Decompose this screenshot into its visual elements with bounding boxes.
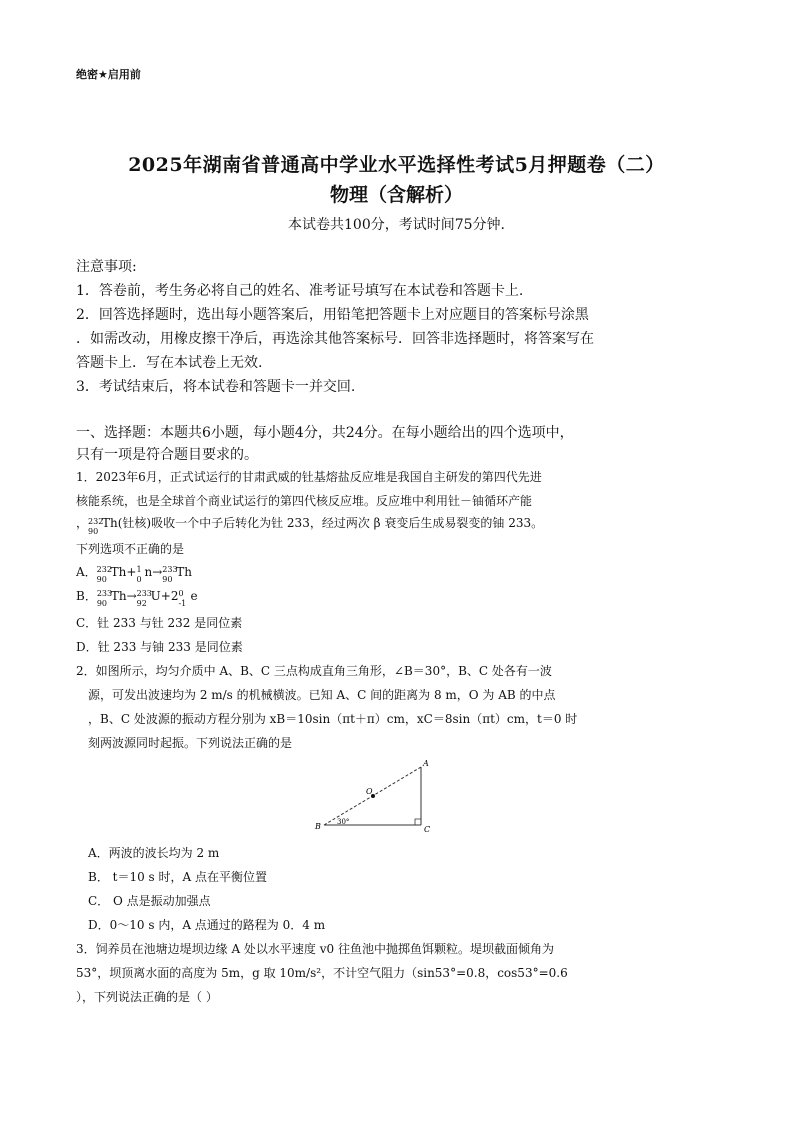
q2-option-b: B． t＝10 s 时，A 点在平衡位置 — [88, 870, 267, 884]
q3-stem-line: 53°，坝顶离水面的高度为 5m，g 取 10m/s²，不计空气阻力（sin53°=0.8，cos53°=0.6 — [76, 966, 568, 980]
section-heading-cont: 只有一项是符合题目要求的。 — [76, 447, 258, 463]
label-a: A — [423, 759, 429, 768]
notes-item: ．如需改动，用橡皮擦干净后，再选涂其他答案标号．回答非选择题时，将答案写在 — [76, 331, 594, 347]
q3-stem-line: 3．饲养员在池塘边堤坝边缘 A 处以水平速度 v0 往鱼池中抛掷鱼饵颗粒。堤坝截面倾角为 — [76, 942, 554, 956]
q2-option-c: C． O 点是振动加强点 — [88, 894, 211, 908]
label-o: O — [366, 787, 373, 796]
q2-stem-line: ，B、C 处波源的振动方程分别为 xB＝10sin（πt＋π）cm，xC＝8sin（πt）cm，t＝0 时 — [88, 712, 578, 726]
q3-stem-line: ），下列说法正确的是（ ） — [76, 990, 218, 1004]
label-b: B — [315, 822, 321, 831]
q1-option-d: D．钍 233 与铀 233 是同位素 — [76, 640, 243, 654]
q1-stem-line: 核能系统，也是全球首个商业试运行的第四代核反应堆。反应堆中利用钍－铀循环产能 — [76, 494, 533, 508]
q2-stem-line: 源，可发出波速均为 2 m/s 的机械横波。已知 A、C 间的距离为 8 m，O 为 AB 的中点 — [88, 688, 556, 702]
notes-heading: 注意事项: — [76, 259, 137, 275]
q1-stem-line: ， 232 90 Th(钍核)吸收一个中子后转化为钍 233，经过两次 β 衰变后生成易裂变的铀 233。 — [76, 516, 544, 536]
q2-option-d: D．0～10 s 内，A 点通过的路程为 0．4 m — [88, 918, 326, 932]
section-heading: 一、选择题：本题共6小题，每小题4分，共24分。在每小题给出的四个选项中， — [76, 425, 574, 441]
q2-stem-line: 刻两波源同时起振。下列说法正确的是 — [88, 736, 293, 750]
confidential-label: 绝密★启用前 — [76, 68, 141, 81]
q2-stem-line: 2．如图所示，均匀介质中 A、B、C 三点构成直角三角形，∠B＝30°，B、C 处各有一波 — [76, 664, 552, 678]
notes-item: 答题卡上．写在本试卷上无效. — [76, 355, 263, 371]
q1-stem-line: 下列选项不正确的是 — [76, 542, 185, 556]
triangle-diagram — [310, 755, 440, 835]
exam-info: 本试卷共100分，考试时间75分钟. — [288, 217, 505, 233]
q1-stem-line: 1．2023年6月，正式试运行的甘肃武威的钍基熔盐反应堆是我国自主研发的第四代先进 — [76, 470, 542, 484]
nuclide-th232: 232 90 — [88, 516, 104, 536]
angle-label: 30° — [337, 818, 350, 826]
notes-item: 1．答卷前，考生务必将自己的姓名、准考证号填写在本试卷和答题卡上. — [76, 283, 524, 299]
q1-option-c: C．钍 233 与钍 232 是同位素 — [76, 616, 243, 630]
exam-subject-title: 物理（含解析） — [329, 184, 463, 206]
q1-option-a: A． 232 90 Th+ 1 0 n→ 233 90 Th — [76, 564, 192, 584]
notes-item: 2．回答选择题时，选出每小题答案后，用铅笔把答题卡上对应题目的答案标号涂黑 — [76, 307, 589, 323]
q1-option-b: B． 233 90 Th→ 233 92 U+2 0 -1 e — [76, 588, 198, 608]
label-c: C — [424, 825, 431, 834]
q2-option-a: A．两波的波长均为 2 m — [88, 846, 220, 860]
right-angle-mark — [415, 819, 421, 825]
exam-title: 2025年湖南省普通高中学业水平选择性考试5月押题卷（二） — [128, 154, 665, 176]
notes-item: 3．考试结束后，将本试卷和答题卡一并交回. — [76, 379, 356, 395]
